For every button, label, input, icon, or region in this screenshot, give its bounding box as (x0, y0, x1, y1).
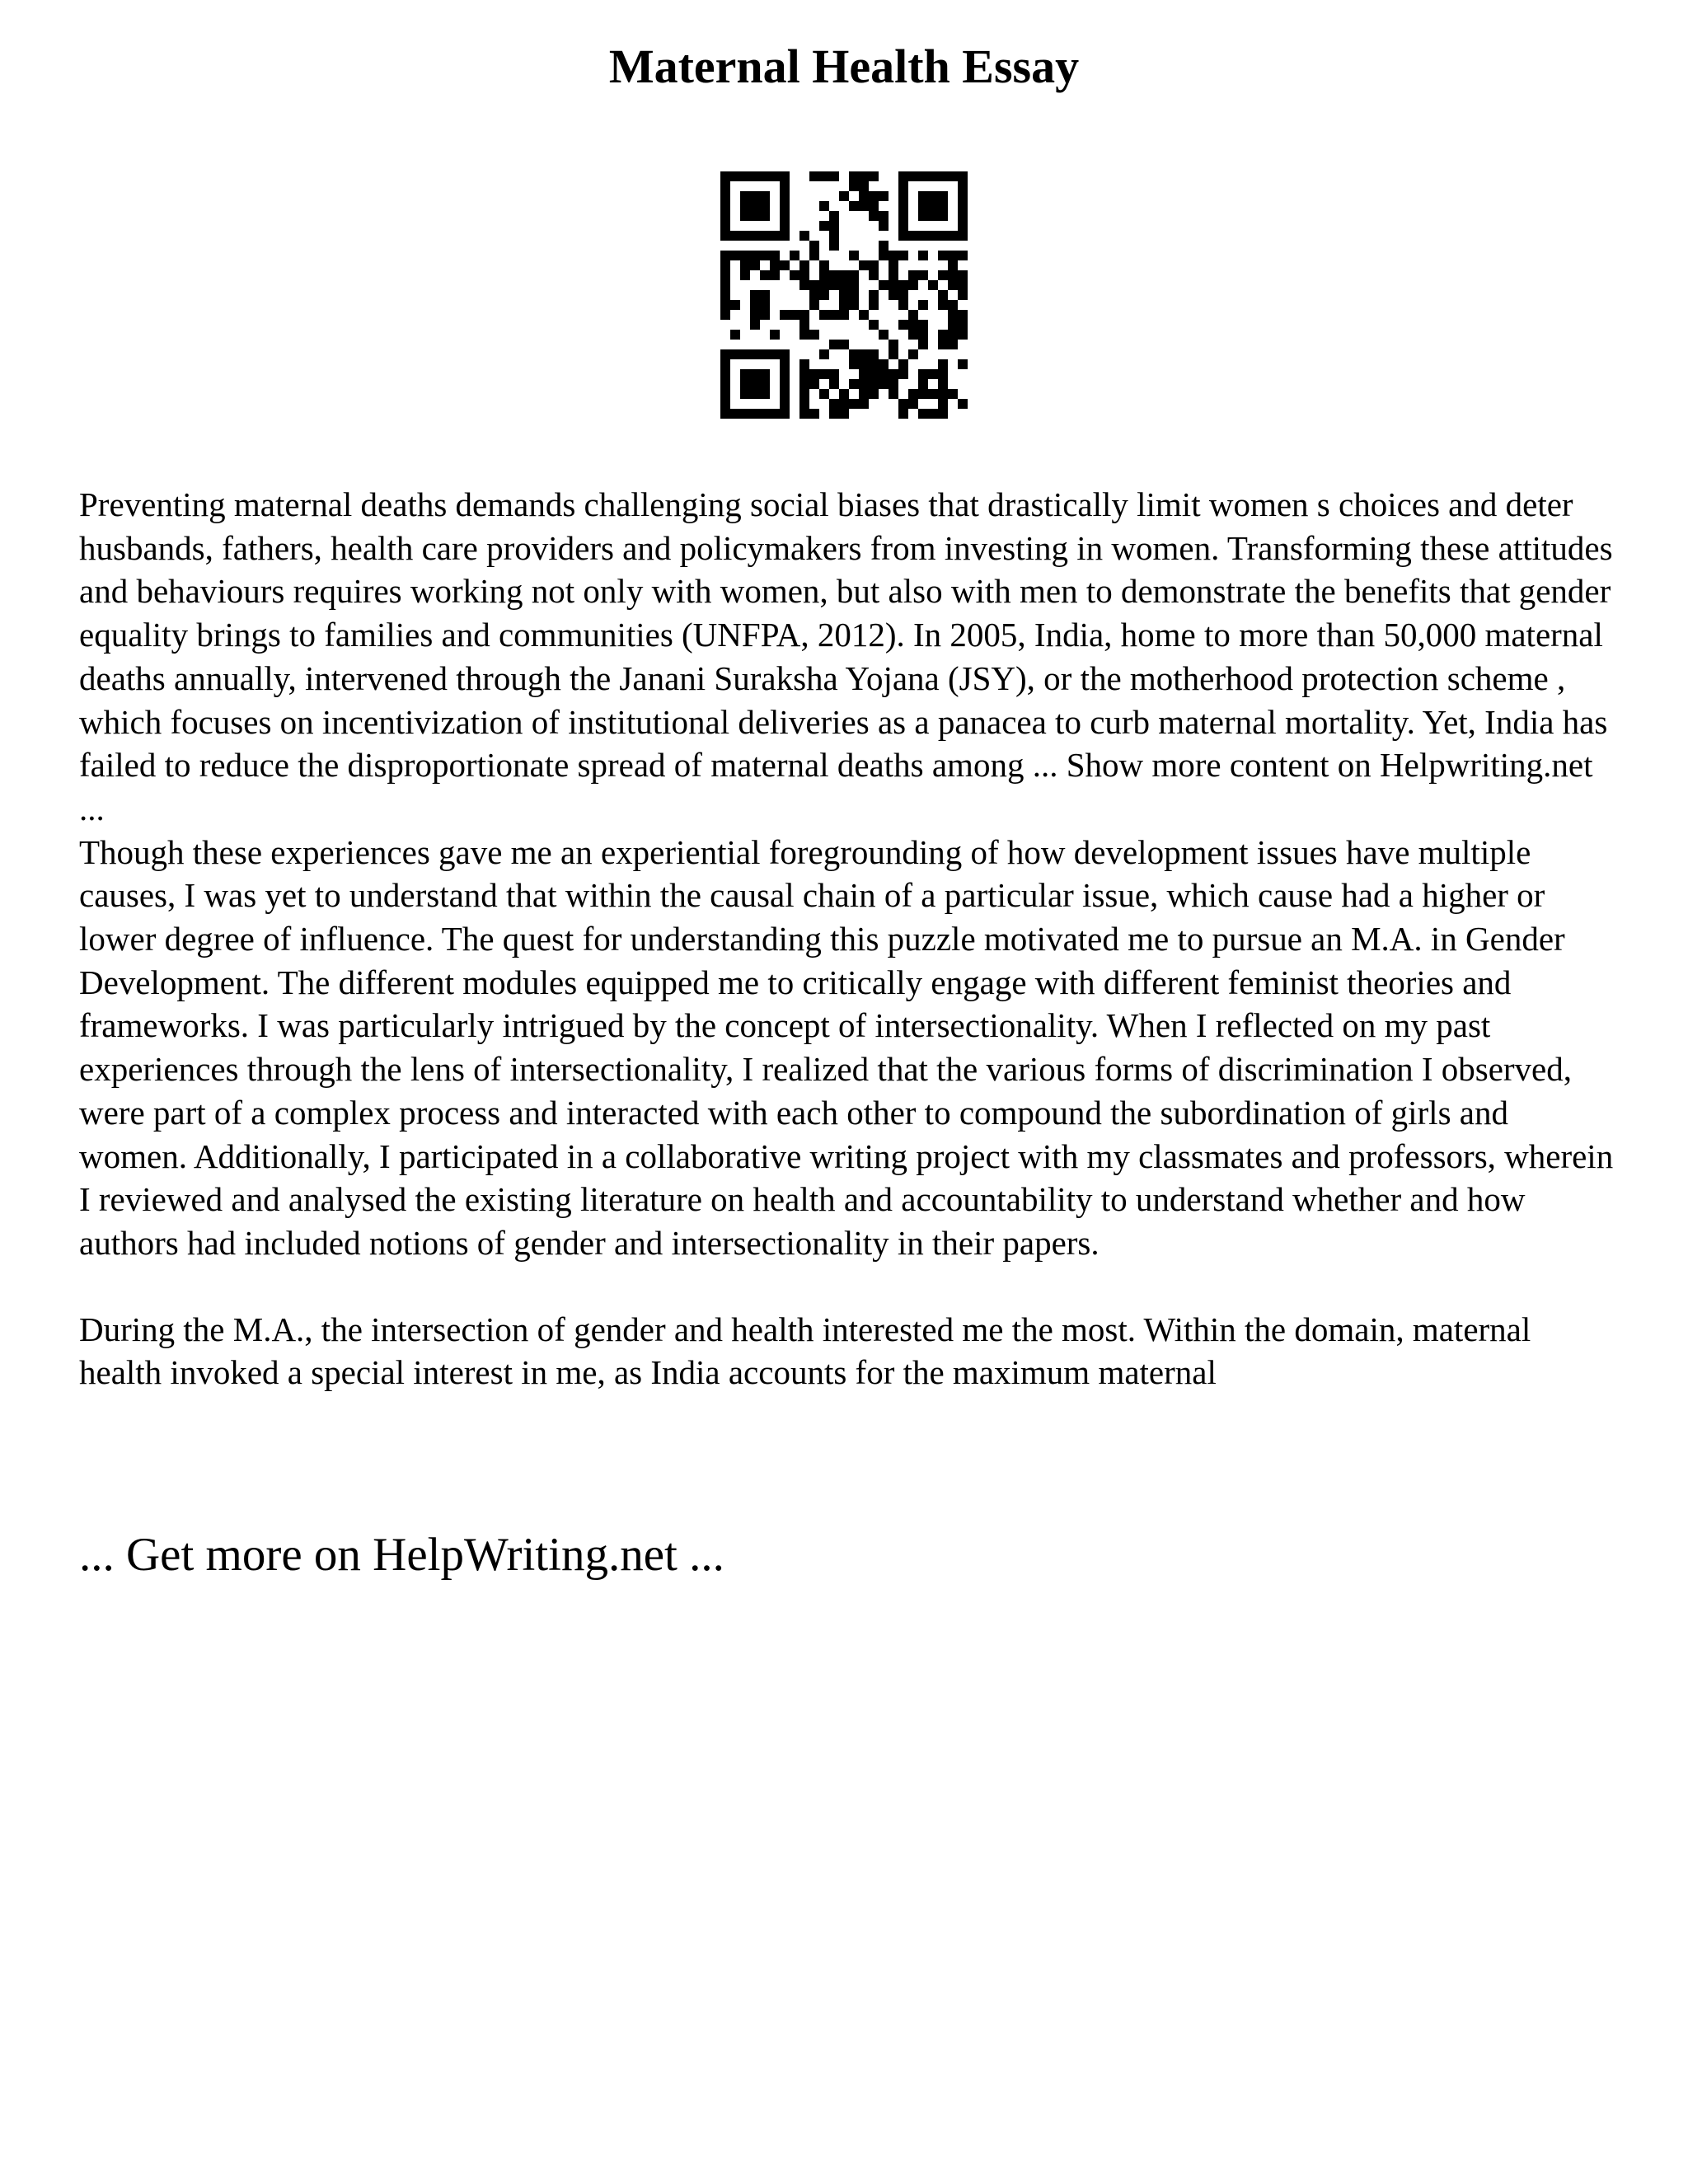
paragraph-3: During the M.A., the intersection of gender and health interested me the most. Within the domain, maternal health invoked a special interest in me, as India accounts for the maximum maternal (79, 1310, 1531, 1392)
paragraph-1: Preventing maternal deaths demands challenging social biases that drastically limit women s choices and deter husbands, fathers, health care providers and policymakers from investing in women. Transforming these attitudes and behaviours requires working not only with women, but also with men to demonstrate the benefits that gender equality brings to families and communities (UNFPA, 2012). In 2005, India, home to more than 50,000 maternal deaths annually, intervened through the Janani Suraksha Yojana (JSY), or the motherhood protection scheme , which focuses on incentivization of institutional deliveries as a panacea to curb maternal mortality. Yet, India has failed to reduce the disproportionate spread of maternal deaths among ... Show more content on Helpwriting.net ... (79, 485, 1613, 827)
qr-code-graphic (720, 171, 968, 419)
get-more-link[interactable]: ... Get more on HelpWriting.net ... (79, 1529, 724, 1581)
qr-code-icon (720, 171, 968, 419)
paragraph-2: Though these experiences gave me an experiential foregrounding of how development issues have multiple causes, I was yet to understand that within the causal chain of a particular issue, which cause had a higher or lower degree of influence. The quest for understanding this puzzle motivated me to pursue an M.A. in Gender Development. The different modules equipped me to critically engage with different feminist theories and frameworks. I was particularly intrigued by the concept of intersectionality. When I reflected on my past experiences through the lens of intersectionality, I realized that the various forms of discrimination I observed, were part of a complex process and interacted with each other to compound the subordination of girls and women. Additionally, I participated in a collaborative writing project with my classmates and professors, wherein I reviewed and analysed the existing literature on health and accountability to understand whether and how authors had included notions of gender and intersectionality in their papers. (79, 832, 1614, 1262)
essay-body (79, 483, 1620, 1394)
page-title: Maternal Health Essay (608, 40, 1080, 93)
